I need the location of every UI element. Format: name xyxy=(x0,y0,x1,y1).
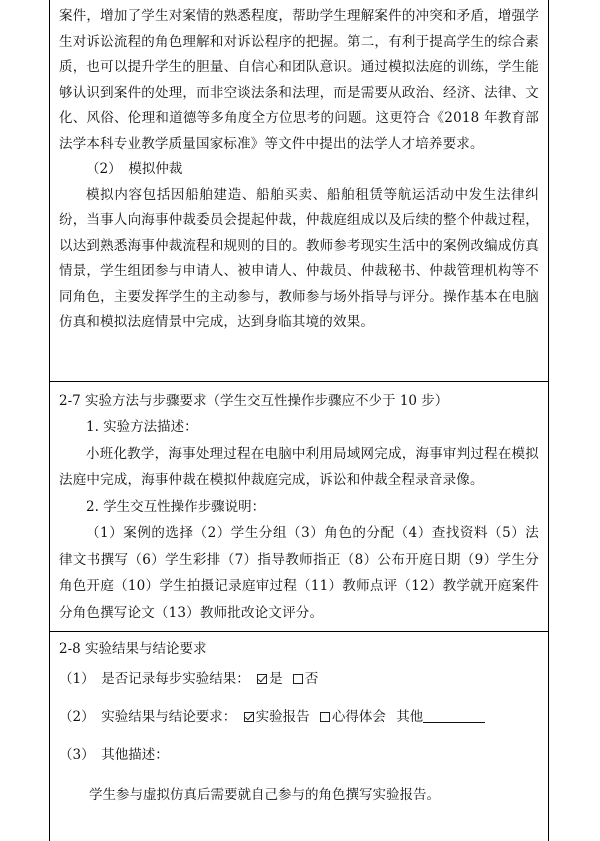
sub-heading-mock-arbitration: （2） 模拟仲裁 xyxy=(86,161,183,177)
checkbox-reflection[interactable] xyxy=(320,712,330,722)
method-label: 1. 实验方法描述： xyxy=(86,419,198,435)
paragraph-moot-court-benefits: 案件，增加了学生对案情的熟悉程度，帮助学生理解案件的冲突和矛盾，增强学生对诉讼流程的角色理解和对诉讼程序的把握。第二，有利于提高学生的综合素质，也可以提升学生的胆量、自信心和团队意识。通过模拟法庭的训练，学生能够认识到案件的处理，而非空谈法条和法理，而是需要从政治、经济、法律、文化、风俗、伦理和道德等多角度全方位思考的问题。这更符合《2018 年教育部法学本科专业教学质量国家标准》等文件中提出的法学人才培养要求。 xyxy=(59,8,539,152)
steps-text: （1）案例的选择（2）学生分组（3）角色的分配（4）查找资料（5）法律文书撰写（6）学生彩排（7）指导教师指正（8）公布开庭日期（9）学生分角色开庭（10）学生拍摄记录庭审过程（11）教师点评（12）教学就开庭案件分角色撰写论文（13）教师批改论文评分。 xyxy=(59,525,539,621)
steps-label: 2. 学生交互性操作步骤说明： xyxy=(86,498,266,515)
question-record-results xyxy=(59,666,539,692)
checkbox-yes-label: 是 xyxy=(269,671,283,687)
question-result-requirements xyxy=(59,704,539,730)
section-heading-2-7: 2-7 实验方法与步骤要求（学生交互性操作步骤应不少于 10 步） xyxy=(59,393,449,409)
paragraph-mock-arbitration: 模拟内容包括因船舶建造、船舶买卖、船舶租赁等航运活动中发生法律纠纷，当事人向海事仲裁委员会提起仲裁，仲裁庭组成以及后续的整个仲裁过程，以达到熟悉海事仲裁流程和规则的目的。教师参考现实生活中的案例改编成仿真情景，学生组团参与申请人、被申请人、仲裁员、仲裁秘书、仲裁管理机构等不同角色，主要发挥学生的主动参与，教师参与场外指导与评分。操作基本在电脑仿真和模拟法庭情景中完成，达到身临其境的效果。 xyxy=(59,186,539,330)
method-text: 小班化教学，海事处理过程在电脑中利用局域网完成，海事审判过程在模拟法庭中完成，海事仲裁在模拟仲裁庭完成，诉讼和仲裁全程录音录像。 xyxy=(59,445,539,488)
checkbox-no-label: 否 xyxy=(304,671,319,687)
question-text: 实验结果与结论要求： xyxy=(101,709,237,725)
divider-2-7 xyxy=(49,381,549,382)
checkbox-reflection-label: 心得体会 xyxy=(331,709,386,725)
section-simulation xyxy=(49,4,549,336)
other-label: 其他 xyxy=(396,709,424,725)
section-2-7 xyxy=(49,388,549,626)
other-blank-field[interactable] xyxy=(423,708,485,723)
checkbox-no[interactable] xyxy=(293,674,303,684)
question-number: （3） xyxy=(59,747,95,763)
checkbox-yes[interactable] xyxy=(257,674,267,684)
checkbox-report-label: 实验报告 xyxy=(255,709,310,725)
section-heading-2-8: 2-8 实验结果与结论要求 xyxy=(59,641,207,657)
checkbox-report[interactable] xyxy=(244,712,254,722)
divider-2-8 xyxy=(49,631,549,632)
question-text: 是否记录每步实验结果： xyxy=(101,671,250,687)
question-text: 其他描述： xyxy=(101,747,169,763)
question-number: （2） xyxy=(59,709,95,725)
section-2-8 xyxy=(49,636,549,808)
question-other-description xyxy=(59,742,539,768)
description-text: 学生参与虚拟仿真后需要就自己参与的角色撰写实验报告。 xyxy=(89,787,440,803)
question-number: （1） xyxy=(59,671,95,687)
